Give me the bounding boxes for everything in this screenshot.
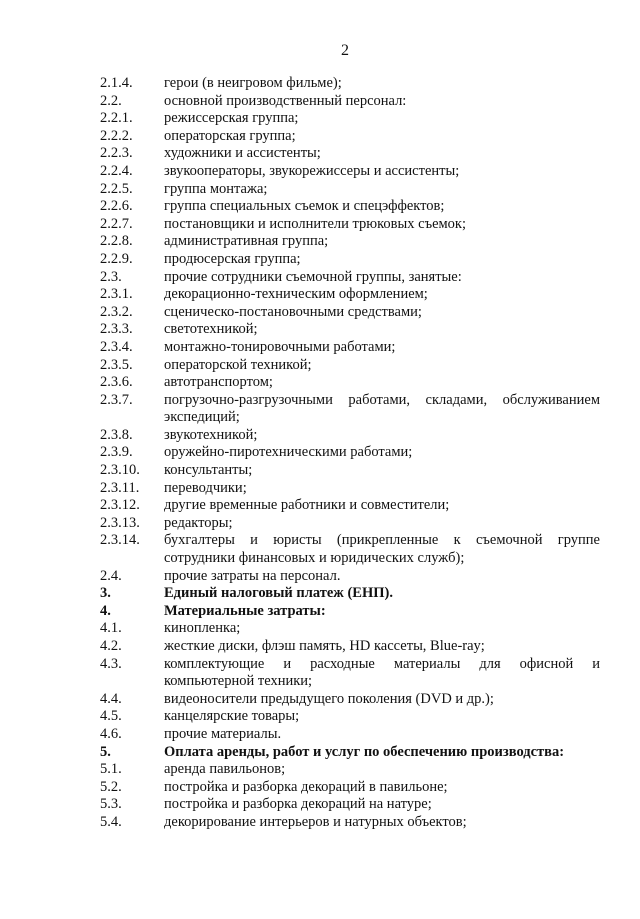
item-number: 5.: [100, 743, 111, 760]
item-number: 5.3.: [100, 796, 122, 813]
list-item: [100, 251, 600, 269]
list-item: [100, 110, 600, 128]
list-item: [100, 233, 600, 251]
item-text: прочие сотрудники съемочной группы, занятые:: [164, 268, 462, 285]
item-text: звукооператоры, звукорежиссеры и ассистенты;: [164, 162, 460, 179]
item-text: режиссерская группа;: [164, 110, 299, 127]
item-text: художники и ассистенты;: [164, 145, 321, 162]
item-number: 2.1.4.: [100, 75, 133, 91]
list-item: [100, 286, 600, 304]
item-number: 4.4.: [100, 690, 122, 707]
item-text: основной производственный персонал:: [164, 92, 407, 109]
list-item: [100, 708, 600, 726]
item-text: переводчики;: [164, 479, 247, 496]
item-number: 2.3.1.: [100, 286, 133, 303]
list-item: [100, 761, 600, 779]
item-number: 3.: [100, 585, 111, 602]
item-number: 2.3.4.: [100, 338, 133, 355]
list-item: [100, 603, 600, 621]
item-number: 4.: [100, 602, 111, 619]
item-text: автотранспортом;: [164, 374, 273, 391]
item-number: 2.3.11.: [100, 479, 140, 496]
list-item: [100, 269, 600, 287]
list-item: [100, 321, 600, 339]
item-text: декорирование интерьеров и натурных объектов;: [164, 813, 467, 830]
list-item: [100, 638, 600, 656]
item-text: административная группа;: [164, 233, 329, 250]
item-number: 2.2.6.: [100, 198, 133, 215]
item-text: прочие материалы.: [164, 725, 282, 742]
list-item: [100, 163, 600, 181]
item-number: 2.3.10.: [100, 462, 140, 479]
list-item: [100, 444, 600, 462]
list-item: [100, 515, 600, 533]
item-text: постройка и разборка декораций в павильоне;: [164, 778, 448, 795]
item-number: 4.6.: [100, 725, 122, 742]
item-number: 2.3.14.: [100, 532, 140, 549]
item-number: 2.2.: [100, 92, 122, 109]
item-text: Материальные затраты:: [164, 602, 326, 619]
item-number: 2.3.13.: [100, 514, 140, 531]
list-item: [100, 480, 600, 498]
item-number: 2.2.3.: [100, 145, 133, 162]
item-text: прочие затраты на персонал.: [164, 567, 341, 584]
list-item: [100, 198, 600, 216]
item-text: монтажно-тонировочными работами;: [164, 338, 396, 355]
item-text: операторской техникой;: [164, 356, 312, 373]
item-number: 2.3.2.: [100, 303, 133, 320]
item-text: погрузочно-разгрузочными работами, складами, обслуживанием экспедиций;: [164, 391, 600, 426]
item-text: бухгалтеры и юристы (прикрепленные к съемочной группе сотрудники финансовых и юридических служб);: [164, 532, 600, 567]
list-item: [100, 374, 600, 392]
list-item: [100, 339, 600, 357]
list-item: [100, 814, 600, 832]
item-text: комплектующие и расходные материалы для офисной и компьютерной техники;: [164, 655, 600, 690]
item-text: постройка и разборка декораций на натуре;: [164, 796, 432, 813]
item-number: 2.3.: [100, 268, 122, 285]
item-text: Единый налоговый платеж (ЕНП).: [164, 585, 393, 602]
item-number: 4.3.: [100, 655, 122, 672]
item-number: 2.2.2.: [100, 127, 133, 144]
list-item: [100, 462, 600, 480]
list-item: [100, 744, 600, 762]
list-item: [100, 392, 600, 427]
item-number: 2.3.7.: [100, 391, 133, 408]
item-list: [100, 75, 600, 832]
item-number: 2.3.5.: [100, 356, 133, 373]
item-number: 2.2.7.: [100, 215, 133, 232]
item-text: группа монтажа;: [164, 180, 268, 197]
item-text: жесткие диски, флэш память, HD кассеты, Blue-ray;: [164, 638, 485, 654]
list-item: [100, 532, 600, 567]
list-item: [100, 427, 600, 445]
item-text: сценическо-постановочными средствами;: [164, 303, 422, 320]
item-number: 2.3.12.: [100, 497, 140, 514]
list-item: [100, 585, 600, 603]
item-number: 2.3.8.: [100, 426, 133, 443]
list-item: [100, 779, 600, 797]
item-text: консультанты;: [164, 462, 253, 479]
item-number: 5.1.: [100, 761, 122, 778]
item-text: Оплата аренды, работ и услуг по обеспечению производства:: [164, 743, 565, 760]
page-number: 2: [341, 42, 349, 59]
item-text: декорационно-техническим оформлением;: [164, 286, 428, 303]
item-text: продюсерская группа;: [164, 250, 301, 267]
item-text: постановщики и исполнители трюковых съемок;: [164, 215, 467, 232]
item-text: оружейно-пиротехническими работами;: [164, 444, 413, 461]
list-item: [100, 796, 600, 814]
item-text: кинопленка;: [164, 620, 241, 637]
item-number: 4.2.: [100, 638, 122, 654]
item-number: 5.2.: [100, 778, 122, 795]
list-item: [100, 304, 600, 322]
list-item: [100, 726, 600, 744]
list-item: [100, 357, 600, 375]
item-number: 2.2.1.: [100, 110, 133, 127]
item-number: 2.3.6.: [100, 374, 133, 391]
list-item: [100, 620, 600, 638]
list-item: [100, 656, 600, 691]
item-text: герои (в неигровом фильме);: [164, 75, 342, 91]
item-number: 2.2.4.: [100, 162, 133, 179]
item-text: видеоносители предыдущего поколения (DVD и др.);: [164, 690, 494, 707]
item-text: светотехникой;: [164, 321, 258, 338]
item-number: 2.2.9.: [100, 250, 133, 267]
list-item: [100, 691, 600, 709]
item-text: группа специальных съемок и спецэффектов;: [164, 198, 445, 215]
item-text: операторская группа;: [164, 127, 296, 144]
list-item: [100, 145, 600, 163]
list-item: [100, 568, 600, 586]
item-number: 2.4.: [100, 567, 122, 584]
item-number: 2.2.5.: [100, 180, 133, 197]
list-item: [100, 181, 600, 199]
item-number: 4.5.: [100, 708, 122, 725]
item-number: 4.1.: [100, 620, 122, 637]
item-number: 2.3.9.: [100, 444, 133, 461]
item-text: аренда павильонов;: [164, 761, 286, 778]
list-item: [100, 216, 600, 234]
list-item: [100, 75, 600, 93]
list-item: [100, 497, 600, 515]
list-item: [100, 93, 600, 111]
item-text: редакторы;: [164, 514, 233, 531]
item-number: 2.3.3.: [100, 321, 133, 338]
item-number: 5.4.: [100, 813, 122, 830]
item-text: другие временные работники и совместители;: [164, 497, 450, 514]
item-text: канцелярские товары;: [164, 708, 300, 725]
list-item: [100, 128, 600, 146]
item-text: звукотехникой;: [164, 426, 258, 443]
item-number: 2.2.8.: [100, 233, 133, 250]
